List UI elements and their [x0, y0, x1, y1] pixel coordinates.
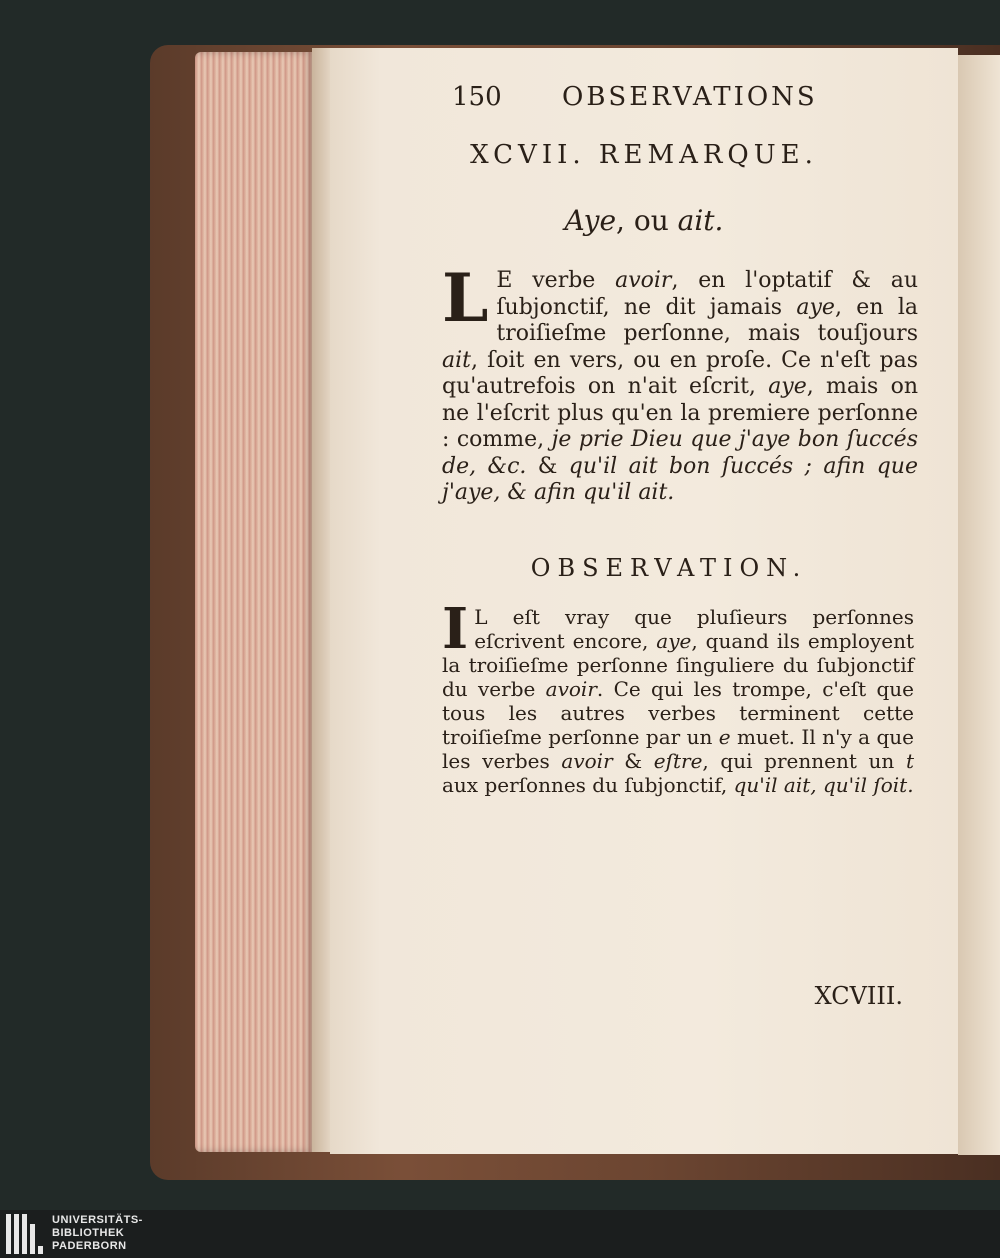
text-run: aux perſonnes du ſubjonctif,: [442, 773, 734, 797]
text-run: muet. Il n'y a que les verbes: [442, 725, 914, 773]
italic-run: aye: [796, 294, 835, 320]
remark-title: XCVII. REMARQUE.: [470, 140, 818, 170]
text-run: L eſt vray que pluſieurs perſonnes eſcrivent encore,: [474, 605, 914, 653]
remark-paragraph: [442, 259, 919, 507]
catchword: XCVIII.: [814, 982, 903, 1010]
text-run: . Ce qui les trompe, c'eſt que tous les autres verbes terminent cette troiſieſme perſonne par un: [442, 677, 915, 749]
drop-cap: L: [442, 259, 489, 337]
italic-run: je prie Dieu que j'aye bon ſuccés de, &c.: [442, 427, 918, 479]
book-page: [330, 48, 958, 1154]
logo-line: PADERBORN: [52, 1240, 127, 1252]
library-logo-text: [52, 1214, 143, 1253]
observation-title: OBSERVATION.: [530, 554, 808, 582]
subject-separator: , ou: [616, 204, 678, 237]
italic-run: avoir: [561, 749, 613, 773]
subject-word-2: ait.: [677, 204, 724, 237]
text-run: E verbe: [496, 268, 616, 293]
italic-run: qu'il ait, qu'il ſoit.: [733, 773, 914, 797]
italic-run: e: [718, 725, 731, 749]
text-run: &: [526, 453, 569, 479]
logo-line: UNIVERSITÄTS-: [52, 1214, 143, 1226]
italic-run: t: [905, 749, 914, 773]
remark-subject: [330, 204, 958, 237]
library-logo-icon: [6, 1214, 44, 1254]
page-number: 150: [452, 82, 502, 112]
running-head: OBSERVATIONS: [562, 82, 818, 112]
italic-run: avoir: [545, 677, 597, 701]
text-run: , ſoit en vers, ou en proſe. Ce n'eſt pas qu'autrefois on n'ait eſcrit,: [442, 347, 918, 399]
library-footer: [0, 1210, 1000, 1258]
text-run: , qui prennent un: [702, 749, 906, 773]
italic-run: ait: [442, 347, 471, 373]
facing-page: [958, 55, 1000, 1155]
text-run: , mais on ne l'eſcrit plus qu'en la premiere perſonne : comme,: [442, 374, 918, 452]
page-edges: [195, 52, 315, 1152]
observation-paragraph: [442, 596, 915, 797]
subject-word-1: Aye: [564, 204, 617, 237]
logo-line: BIBLIOTHEK: [52, 1227, 125, 1239]
italic-run: aye: [656, 629, 692, 653]
text-run: &: [612, 749, 654, 773]
text-run: , en la troiſieſme perſonne, mais touſjours: [496, 294, 919, 346]
italic-run: eſtre: [653, 749, 703, 773]
drop-cap: I: [442, 596, 469, 662]
italic-run: qu'il ait bon ſuccés ; afin que j'aye, & afin qu'il ait.: [442, 453, 918, 505]
text-run: , en l'optatif & au ſubjonctif, ne dit jamais: [496, 268, 918, 320]
italic-run: aye: [768, 374, 807, 399]
text-run: , quand ils employent la troiſieſme perſonne ſinguliere du ſubjonctif du verbe: [442, 629, 914, 701]
italic-run: avoir: [615, 268, 672, 293]
